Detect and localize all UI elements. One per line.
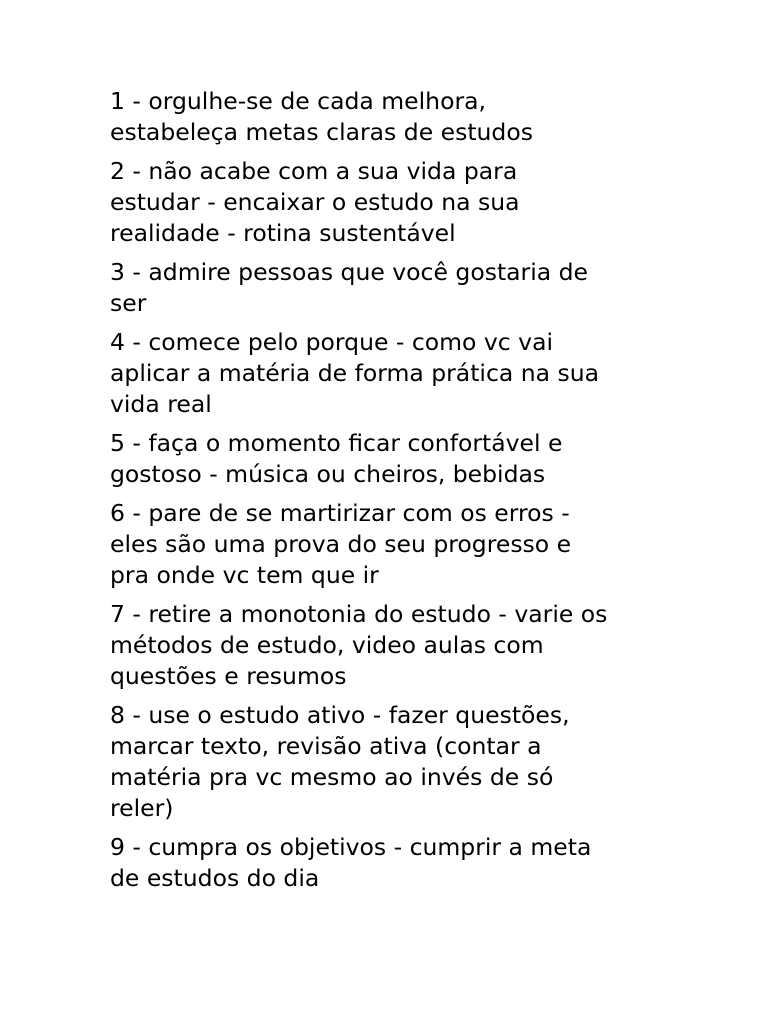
tip-item-4: 4 - comece pelo porque - como vc vai aplicar a matéria de forma prática na sua vida real	[110, 328, 600, 418]
study-tips-list	[110, 86, 670, 902]
tip-item-6: 6 - pare de se martirizar com os erros - eles são uma prova do seu progresso e pra onde vc tem que ir	[110, 499, 572, 589]
tip-item-1: 1 - orgulhe-se de cada melhora, estabeleça metas claras de estudos	[110, 87, 533, 146]
tip-item-7: 7 - retire a monotonia do estudo - varie os métodos de estudo, video aulas com questões e resumos	[110, 600, 608, 690]
tip-item-8: 8 - use o estudo ativo - fazer questões, marcar texto, revisão ativa (contar a matéria pra vc mesmo ao invés de só reler)	[110, 701, 570, 822]
tip-item-5: 5 - faça o momento ficar confortável e gostoso - música ou cheiros, bebidas	[110, 429, 563, 488]
tip-item-2: 2 - não acabe com a sua vida para estudar - encaixar o estudo na sua realidade - rotina sustentável	[110, 157, 520, 247]
tip-item-9: 9 - cumpra os objetivos - cumprir a meta de estudos do dia	[110, 833, 592, 892]
tip-item-3: 3 - admire pessoas que você gostaria de ser	[110, 258, 588, 317]
